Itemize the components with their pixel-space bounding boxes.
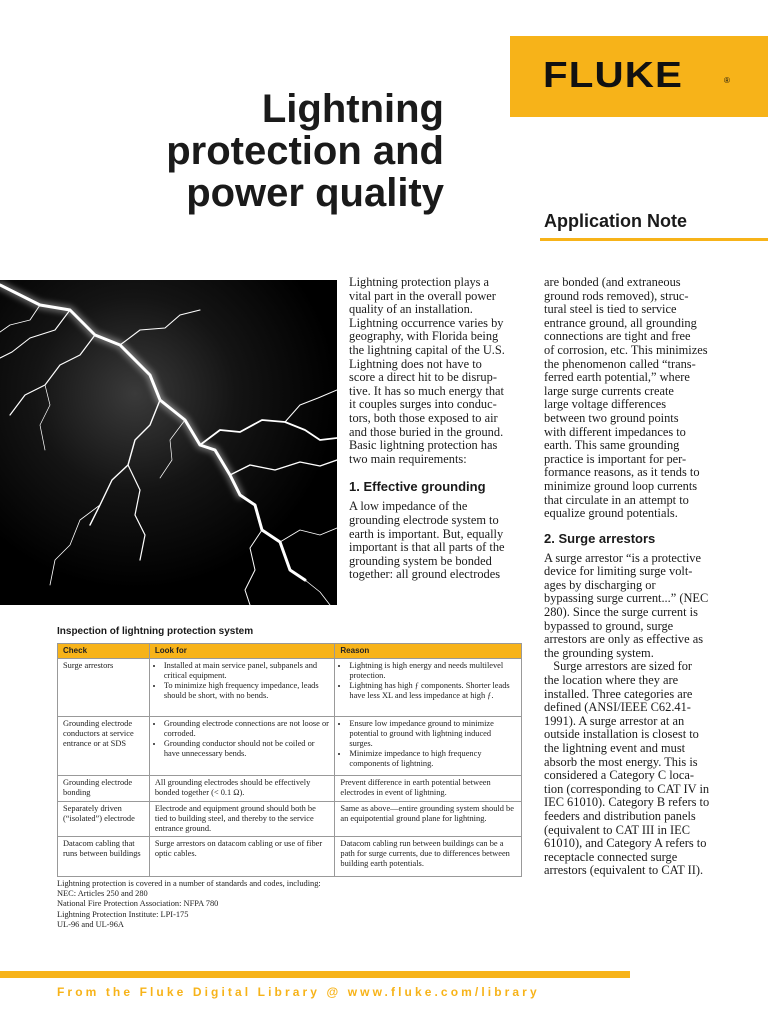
text-line: considered a Category C loca- (544, 768, 695, 783)
table-row (58, 659, 522, 717)
text-line: defined (ANSI/IEEE C62.41- (544, 700, 691, 715)
text-line: the lightning event and must (544, 741, 686, 755)
text-line: earth. This same grounding (544, 438, 680, 453)
footnote-line: Lightning Protection Institute: LPI-175 (57, 909, 189, 919)
column-header-look-for: Look for (149, 644, 335, 659)
brand-logo-box (510, 36, 768, 117)
cell-reason (335, 659, 522, 717)
table-row (58, 717, 522, 776)
grounding-continued-paragraph (544, 276, 740, 521)
cell-look-for: Electrode and equipment ground should both be tied to building steel, and thereby to the service entrance ground. (149, 802, 335, 837)
subtitle: Application Note (544, 211, 687, 231)
footnote-line: National Fire Protection Association: NFPA 780 (57, 899, 219, 909)
text-line: large surge currents create (544, 383, 674, 398)
text-line: ages by discharging or (544, 577, 656, 592)
text-line: (equivalent to CAT III in IEC (544, 822, 691, 837)
footer-rule (0, 971, 630, 978)
lightning-bolt-icon (0, 280, 337, 605)
cell-look-for: All grounding electrodes should be effectively bonded together (< 0.1 Ω). (149, 776, 335, 802)
list-item: • Installed at main service panel, subpanels and critical equipment. (164, 661, 330, 681)
cell-reason: Prevent difference in earth potential between electrodes in event of lightning. (335, 776, 522, 802)
cell-look-for (149, 659, 335, 717)
text-line: bypassing surge current...” (NEC (544, 591, 709, 606)
text-line: grounding system be bonded (349, 553, 492, 568)
text-line: together: all ground electrodes (349, 567, 501, 582)
text-line: outside installation is closest to (544, 727, 699, 742)
text-line: practice is important for per- (544, 451, 687, 466)
cell-reason: Datacom cabling run between buildings can be a path for surge currents, due to differences between building earth potentials. (335, 837, 522, 877)
text-line: arrestors (equivalent to CAT II). (544, 863, 704, 878)
text-line: formance reasons, as it tends to (544, 465, 700, 480)
text-line: installed. Three categories are (544, 686, 693, 701)
list-item: • To minimize high frequency impedance, leads should be short, with no bends. (164, 681, 330, 701)
text-line: tive. It has so much energy that (349, 383, 504, 398)
column-header-reason: Reason (335, 644, 522, 659)
text-line: minimize ground loop currents (544, 478, 698, 493)
list-item: • Grounding electrode connections are not loose or corroded. (164, 719, 330, 739)
text-line: tors, both those exposed to air (349, 410, 498, 425)
text-line: the location where they are (544, 673, 679, 688)
list-item: • Minimize impedance to high frequency components of lightning. (349, 749, 516, 769)
text-line: equalize ground potentials. (544, 506, 678, 521)
footnote-line: NEC: Articles 250 and 280 (57, 889, 148, 899)
text-line: grounding electrode system to (349, 512, 499, 527)
list-item: • Lightning is high energy and needs multilevel protection. (349, 661, 516, 681)
title-line-2: protection and (166, 129, 444, 173)
text-line: the lightning capital of the U.S. (349, 342, 505, 357)
footer-library-link[interactable]: From the Fluke Digital Library @ www.fluke.com/library (57, 985, 540, 999)
text-line: that circulate in an attempt to (544, 492, 689, 507)
title-line-1: Lightning (261, 87, 444, 131)
text-line: 1991). A surge arrestor at an (544, 713, 685, 728)
table-row (58, 837, 522, 877)
text-line: 61010), and Category A refers to (544, 836, 707, 851)
text-line: Surge arrestors are sized for (544, 659, 693, 674)
text-line: Lightning protection plays a (349, 275, 490, 289)
page-title (24, 88, 444, 214)
text-line: feeders and distribution panels (544, 808, 696, 823)
text-line: Lightning does not have to (349, 356, 482, 371)
text-line: of corrosion, etc. This minimizes (544, 342, 708, 357)
text-line: tion (corresponding to CAT IV in (544, 781, 710, 796)
list-item: • Ensure low impedance ground to minimize potential to ground with lightning induced surges. (349, 719, 516, 749)
text-line: important is that all parts of the (349, 540, 505, 555)
right-column (544, 276, 740, 878)
text-line: it couples surges into conduc- (349, 397, 497, 412)
text-line: Lightning occurrence varies by (349, 315, 504, 330)
column-header-check: Check (58, 644, 150, 659)
cell-check: Separately driven (“isolated”) electrode (58, 802, 150, 837)
list-item: • Grounding conductor should not be coiled or have unnecessary bends. (164, 739, 330, 759)
text-line: ground rods removed), struc- (544, 288, 689, 303)
text-line: arrestors are only as effective as (544, 632, 704, 647)
section-heading-surge-arrestors: 2. Surge arrestors (544, 530, 656, 546)
grounding-paragraph (349, 500, 531, 582)
text-line: Basic lightning protection has (349, 438, 498, 453)
text-line: device for limiting surge volt- (544, 564, 693, 579)
text-line: between two ground points (544, 410, 679, 425)
text-line: the phenomenon called “trans- (544, 356, 696, 371)
text-line: ferred earth potential,” where (544, 370, 690, 385)
intro-paragraph (349, 276, 531, 466)
registered-mark: ® (724, 76, 730, 85)
text-line: vital part in the overall power (349, 288, 496, 303)
text-line: score a direct hit to be disrup- (349, 370, 497, 385)
text-line: absorb the most energy. This is (544, 754, 698, 769)
cell-look-for (149, 717, 335, 776)
middle-column (349, 276, 531, 582)
cell-check: Grounding electrode conductors at service entrance or at SDS (58, 717, 150, 776)
text-line: A surge arrestor “is a protective (544, 550, 702, 565)
footnote-line: Lightning protection is covered in a number of standards and codes, including: (57, 879, 321, 888)
text-line: tural steel is tied to service (544, 302, 677, 317)
lightning-photo (0, 280, 337, 605)
text-line: bypassed to ground, surge (544, 618, 674, 633)
text-line: the grounding system. (544, 645, 654, 660)
text-line: A low impedance of the (349, 499, 468, 514)
footnote-line: UL-96 and UL-96A (57, 919, 124, 929)
table-row (58, 802, 522, 837)
table-title: Inspection of lightning protection system (57, 626, 254, 637)
cell-reason: Same as above—entire grounding system should be an equipotential ground plane for lightning. (335, 802, 522, 837)
text-line: earth is important. But, equally (349, 526, 504, 541)
text-line: large voltage differences (544, 397, 667, 412)
cell-check: Grounding electrode bonding (58, 776, 150, 802)
text-line: quality of an installation. (349, 302, 473, 317)
table-header-row (58, 644, 522, 659)
text-line: receptacle connected surge (544, 849, 678, 864)
text-line: are bonded (and extraneous (544, 275, 681, 289)
text-line: with different impedances to (544, 424, 686, 439)
list-item: • Lightning has high ƒ components. Shorter leads have less XL and less impedance at high ƒ. (349, 681, 516, 701)
cell-look-for: Surge arrestors on datacom cabling or use of fiber optic cables. (149, 837, 335, 877)
subtitle-rule (540, 238, 768, 241)
inspection-table (57, 643, 522, 877)
cell-check: Surge arrestors (58, 659, 150, 717)
surge-arrestors-paragraph (544, 552, 740, 878)
section-heading-grounding: 1. Effective grounding (349, 479, 486, 495)
standards-footnote (57, 879, 321, 930)
cell-check: Datacom cabling that runs between buildings (58, 837, 150, 877)
text-line: and those buried in the ground. (349, 424, 504, 439)
text-line: geography, with Florida being (349, 329, 499, 344)
title-line-3: power quality (186, 171, 444, 215)
text-line: entrance ground, all grounding (544, 315, 697, 330)
text-line: IEC 61010). Category B refers to (544, 795, 710, 810)
text-line: connections are tight and free (544, 329, 691, 344)
brand-logo: FLUKE (543, 54, 683, 95)
text-line: two main requirements: (349, 451, 467, 466)
table-row (58, 776, 522, 802)
text-line: 280). Since the surge current is (544, 605, 698, 620)
cell-reason (335, 717, 522, 776)
